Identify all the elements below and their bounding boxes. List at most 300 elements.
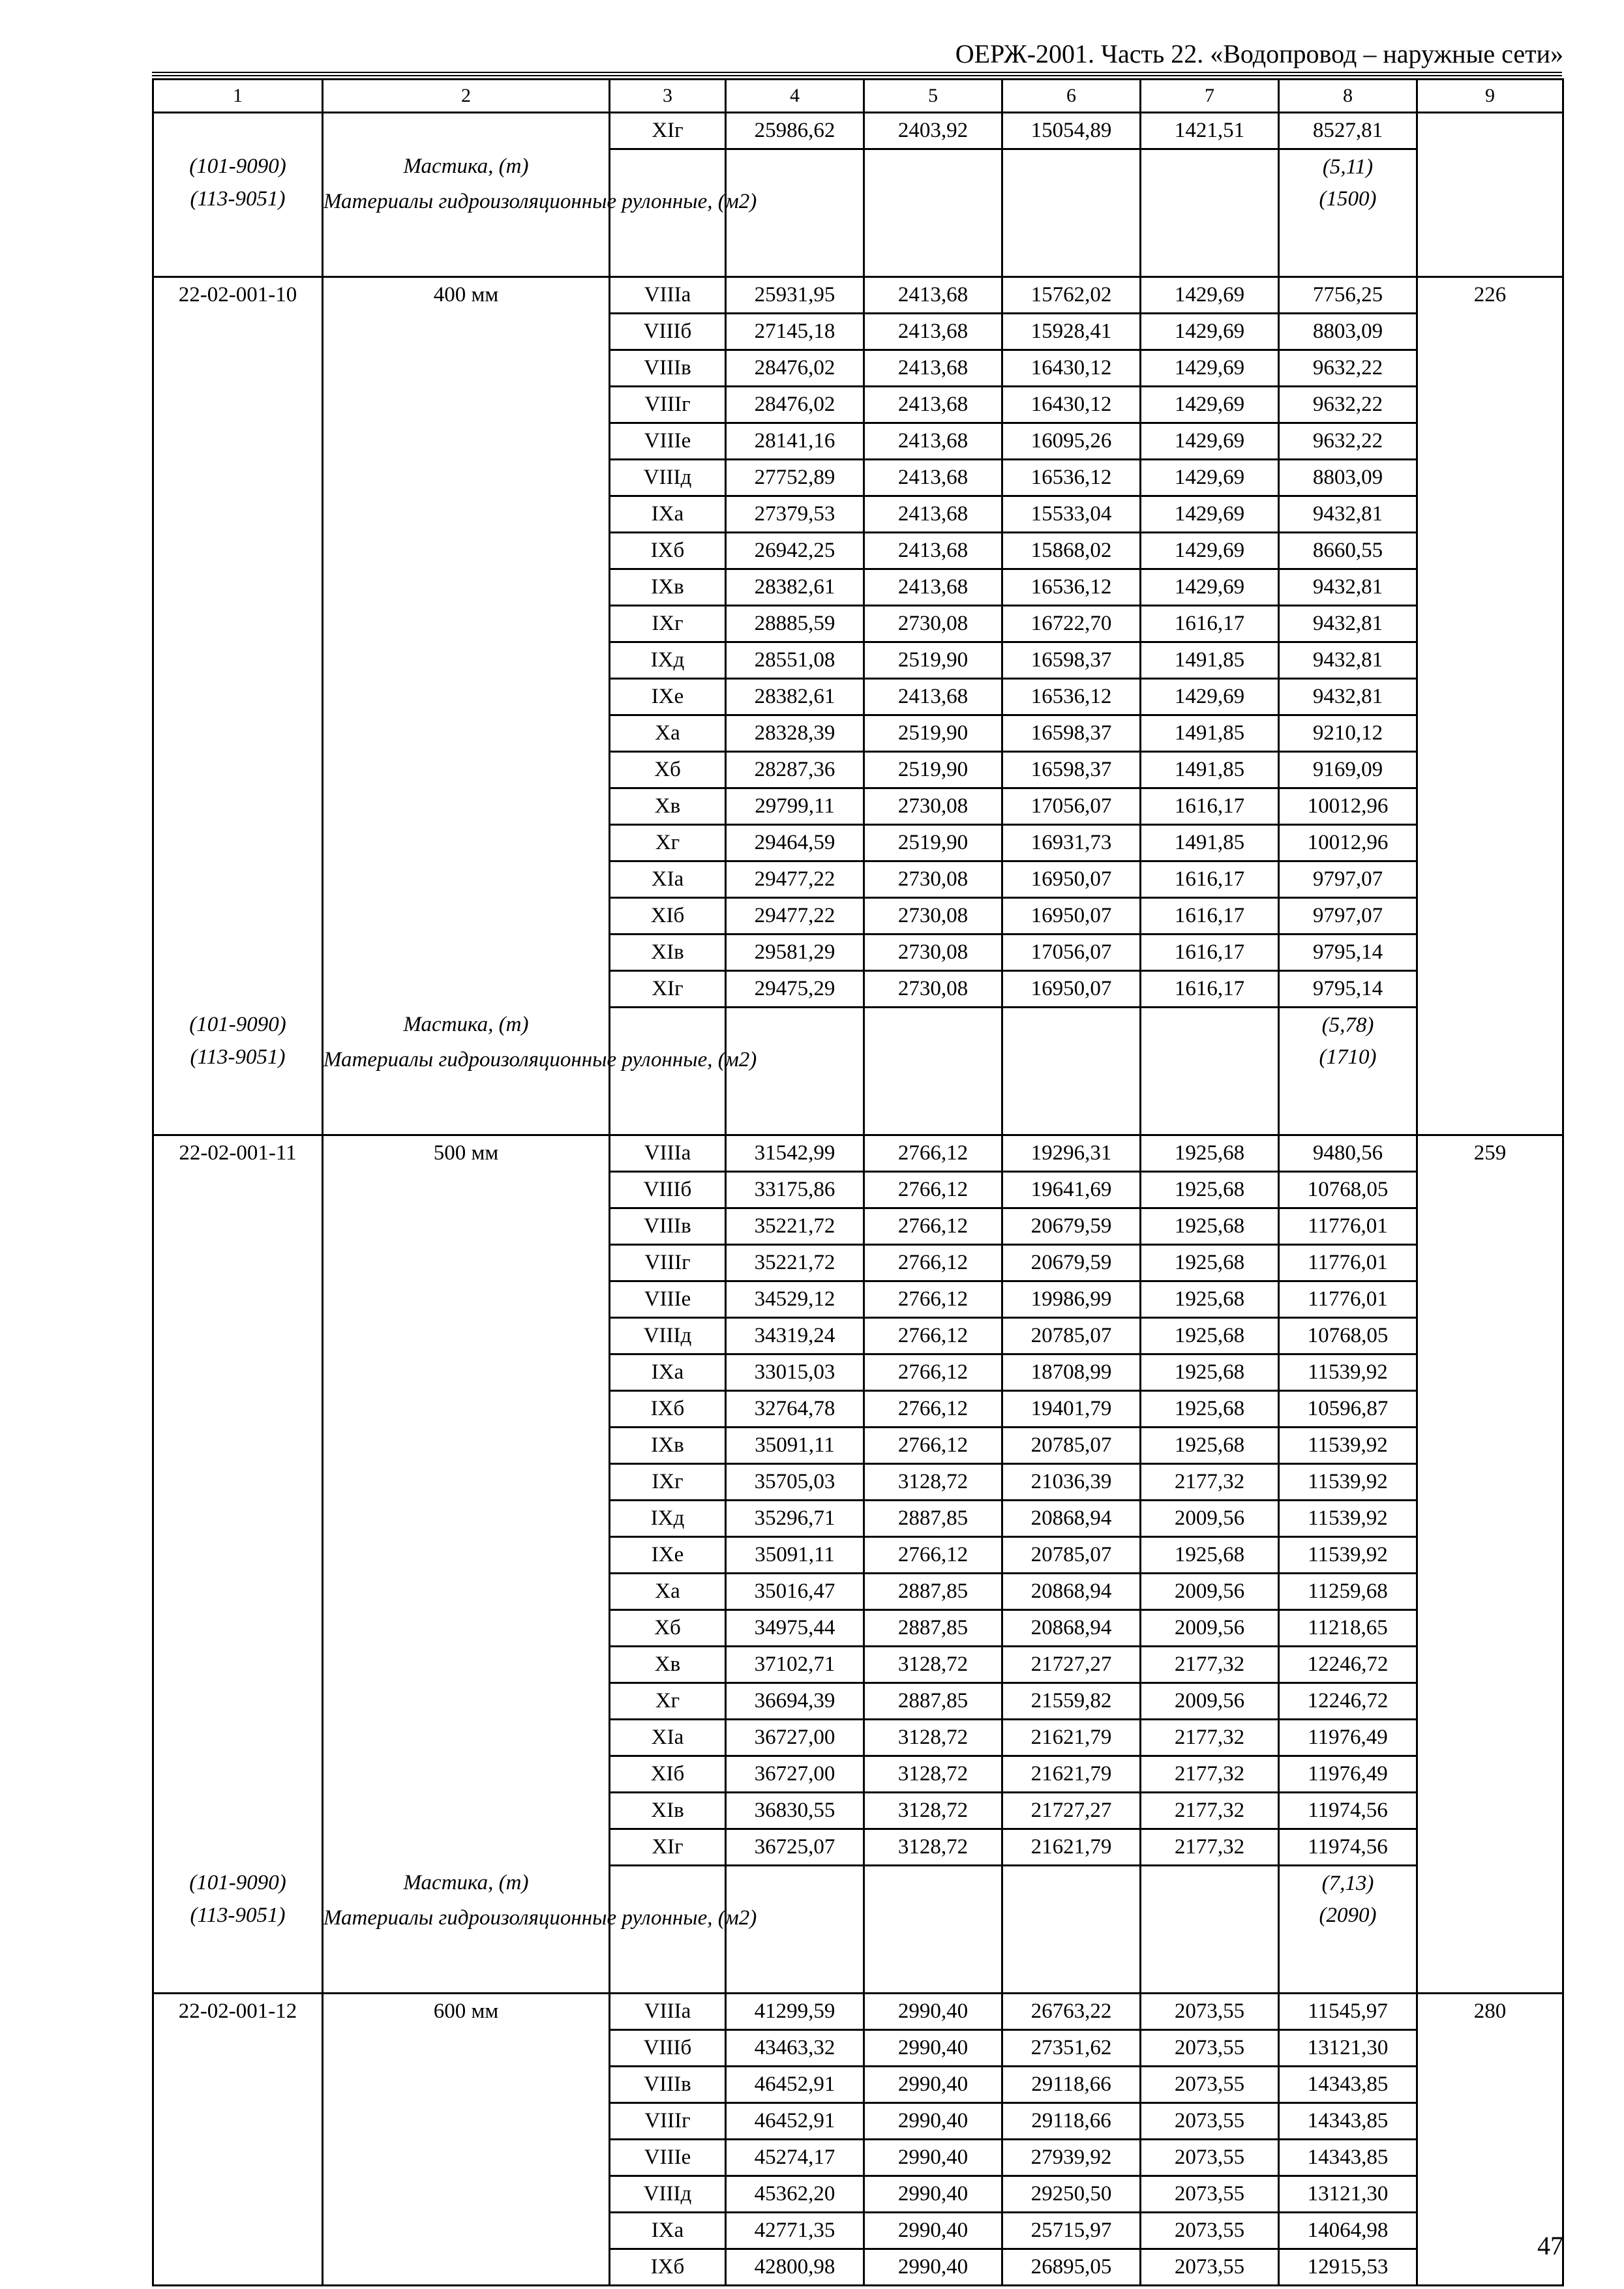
value-col9: 226 <box>1417 277 1563 314</box>
value-col8: 9432,81 <box>1279 642 1417 679</box>
empty-cell <box>323 606 610 642</box>
value-col6: 16950,07 <box>1002 898 1141 935</box>
empty-cell <box>726 1866 864 1902</box>
empty-cell <box>1141 1043 1279 1135</box>
column-number: 7 <box>1141 80 1279 113</box>
value-col4: 35016,47 <box>726 1574 864 1610</box>
value-col8: 10012,96 <box>1279 825 1417 861</box>
material-row <box>153 1008 1563 1043</box>
value-col5: 2730,08 <box>864 861 1002 898</box>
value-col6: 19296,31 <box>1002 1135 1141 1172</box>
value-col4: 43463,32 <box>726 2030 864 2067</box>
table-row <box>153 1172 1563 1208</box>
value-col8: 11259,68 <box>1279 1574 1417 1610</box>
value-col5: 2413,68 <box>864 350 1002 387</box>
value-col7: 2073,55 <box>1141 2030 1279 2067</box>
empty-cell <box>153 715 323 752</box>
value-col4: 36727,00 <box>726 1756 864 1793</box>
empty-cell <box>1417 1354 1563 1391</box>
empty-cell <box>1002 1866 1141 1902</box>
empty-cell <box>323 1647 610 1683</box>
empty-cell <box>1417 2176 1563 2213</box>
value-col5: 2766,12 <box>864 1281 1002 1318</box>
value-col7: 2073,55 <box>1141 2140 1279 2176</box>
column-number-row <box>153 80 1563 113</box>
value-col7: 1925,68 <box>1141 1391 1279 1428</box>
value-col5: 2990,40 <box>864 2030 1002 2067</box>
empty-cell <box>323 1354 610 1391</box>
empty-cell <box>153 569 323 606</box>
value-col5: 2766,12 <box>864 1537 1002 1574</box>
value-col6: 29118,66 <box>1002 2067 1141 2103</box>
empty-cell <box>323 1537 610 1574</box>
value-col5: 2766,12 <box>864 1135 1002 1172</box>
value-col7: 1429,69 <box>1141 533 1279 569</box>
region-zone: Xв <box>610 788 726 825</box>
value-col4: 29799,11 <box>726 788 864 825</box>
value-col6: 20868,94 <box>1002 1501 1141 1537</box>
empty-cell <box>1002 185 1141 277</box>
value-col4: 27379,53 <box>726 496 864 533</box>
empty-cell <box>323 314 610 350</box>
region-zone: IXв <box>610 1428 726 1464</box>
value-col6: 20679,59 <box>1002 1208 1141 1245</box>
empty-cell <box>1417 715 1563 752</box>
empty-cell <box>1417 752 1563 788</box>
value-col8: 8803,09 <box>1279 314 1417 350</box>
value-col7: 2177,32 <box>1141 1793 1279 1829</box>
value-col5: 2766,12 <box>864 1428 1002 1464</box>
value-col4: 28476,02 <box>726 350 864 387</box>
region-zone: Xв <box>610 1647 726 1683</box>
empty-cell <box>1417 606 1563 642</box>
region-zone: VIIIа <box>610 277 726 314</box>
value-col6: 16536,12 <box>1002 460 1141 496</box>
empty-cell <box>153 1574 323 1610</box>
empty-cell <box>323 1501 610 1537</box>
empty-cell <box>1417 971 1563 1008</box>
value-col8: 12246,72 <box>1279 1683 1417 1720</box>
empty-cell <box>1417 2030 1563 2067</box>
value-col5: 2413,68 <box>864 423 1002 460</box>
value-col7: 1429,69 <box>1141 423 1279 460</box>
value-col5: 2519,90 <box>864 715 1002 752</box>
empty-cell <box>153 2213 323 2249</box>
value-col4: 26942,25 <box>726 533 864 569</box>
empty-cell <box>323 1428 610 1464</box>
value-col8: 9432,81 <box>1279 496 1417 533</box>
value-col6: 16722,70 <box>1002 606 1141 642</box>
value-col7: 1429,69 <box>1141 460 1279 496</box>
region-zone: VIIIг <box>610 387 726 423</box>
value-col6: 17056,07 <box>1002 788 1141 825</box>
empty-cell <box>153 2249 323 2286</box>
empty-cell <box>323 1793 610 1829</box>
value-col6: 19641,69 <box>1002 1172 1141 1208</box>
value-col7: 1616,17 <box>1141 898 1279 935</box>
region-zone: Xа <box>610 715 726 752</box>
value-col8: 12915,53 <box>1279 2249 1417 2286</box>
value-col6: 21621,79 <box>1002 1720 1141 1756</box>
value-col4: 28141,16 <box>726 423 864 460</box>
value-col6: 19401,79 <box>1002 1391 1141 1428</box>
column-number: 8 <box>1279 80 1417 113</box>
value-col4: 29464,59 <box>726 825 864 861</box>
empty-cell <box>153 1318 323 1354</box>
value-col4: 32764,78 <box>726 1391 864 1428</box>
material-code: (101-9090) <box>153 149 323 185</box>
empty-cell <box>153 1756 323 1793</box>
value-col5: 3128,72 <box>864 1793 1002 1829</box>
empty-cell <box>1417 642 1563 679</box>
table-row <box>153 1994 1563 2030</box>
empty-cell <box>323 2176 610 2213</box>
value-col7: 2073,55 <box>1141 2103 1279 2140</box>
table-row <box>153 1428 1563 1464</box>
value-col6: 26895,05 <box>1002 2249 1141 2286</box>
empty-cell <box>1417 350 1563 387</box>
value-col4: 34529,12 <box>726 1281 864 1318</box>
value-col8: 14064,98 <box>1279 2213 1417 2249</box>
empty-cell <box>153 1720 323 1756</box>
region-zone: IXд <box>610 1501 726 1537</box>
region-zone: VIIIд <box>610 2176 726 2213</box>
empty-cell <box>323 2140 610 2176</box>
value-col6: 20868,94 <box>1002 1610 1141 1647</box>
value-col8: 10768,05 <box>1279 1172 1417 1208</box>
empty-cell <box>1141 1008 1279 1043</box>
value-col6: 21621,79 <box>1002 1829 1141 1866</box>
region-zone: XIг <box>610 1829 726 1866</box>
value-col7: 1616,17 <box>1141 606 1279 642</box>
value-col8: 9480,56 <box>1279 1135 1417 1172</box>
value-col7: 2073,55 <box>1141 1994 1279 2030</box>
table-row <box>153 1793 1563 1829</box>
value-col8: 9632,22 <box>1279 423 1417 460</box>
value-col8: 11776,01 <box>1279 1208 1417 1245</box>
value-col6: 20785,07 <box>1002 1537 1141 1574</box>
value-col4: 28328,39 <box>726 715 864 752</box>
table-row <box>153 1391 1563 1428</box>
value-col7: 1616,17 <box>1141 861 1279 898</box>
material-name: Мастика, (т) <box>323 1008 610 1043</box>
table-row <box>153 1318 1563 1354</box>
value-col8: 9795,14 <box>1279 971 1417 1008</box>
material-code: (113-9051) <box>153 1043 323 1135</box>
value-col7: 2073,55 <box>1141 2067 1279 2103</box>
empty-cell <box>323 788 610 825</box>
table-row <box>153 1354 1563 1391</box>
value-col4: 31542,99 <box>726 1135 864 1172</box>
empty-cell <box>1417 185 1563 277</box>
value-col4: 33175,86 <box>726 1172 864 1208</box>
value-col8: 9432,81 <box>1279 679 1417 715</box>
value-col8: 9795,14 <box>1279 935 1417 971</box>
table-row <box>153 1501 1563 1537</box>
value-col4: 42771,35 <box>726 2213 864 2249</box>
empty-cell <box>323 1391 610 1428</box>
region-zone: XIб <box>610 1756 726 1793</box>
empty-cell <box>323 2103 610 2140</box>
value-col7: 1429,69 <box>1141 387 1279 423</box>
value-col5: 2413,68 <box>864 387 1002 423</box>
value-col7: 1925,68 <box>1141 1537 1279 1574</box>
region-zone: VIIIб <box>610 2030 726 2067</box>
value-col4: 35221,72 <box>726 1245 864 1281</box>
value-col8: 11539,92 <box>1279 1354 1417 1391</box>
value-col5: 2413,68 <box>864 277 1002 314</box>
table-row <box>153 606 1563 642</box>
value-col4: 28476,02 <box>726 387 864 423</box>
table-row <box>153 2213 1563 2249</box>
value-col4: 27145,18 <box>726 314 864 350</box>
value-col5: 2519,90 <box>864 642 1002 679</box>
table-row <box>153 935 1563 971</box>
empty-cell <box>323 971 610 1008</box>
region-zone: VIIIе <box>610 2140 726 2176</box>
empty-cell <box>323 2067 610 2103</box>
rate-name: 500 мм <box>323 1135 610 1172</box>
value-col7: 1491,85 <box>1141 642 1279 679</box>
region-zone: IXв <box>610 569 726 606</box>
empty-cell <box>1002 1901 1141 1994</box>
empty-cell <box>153 350 323 387</box>
empty-cell <box>153 460 323 496</box>
empty-cell <box>864 1866 1002 1902</box>
value-col5: 2887,85 <box>864 1610 1002 1647</box>
value-col5: 2413,68 <box>864 496 1002 533</box>
empty-cell <box>864 1008 1002 1043</box>
region-zone: XIб <box>610 898 726 935</box>
material-value: (5,78) <box>1279 1008 1417 1043</box>
empty-cell <box>323 1574 610 1610</box>
table-row <box>153 679 1563 715</box>
value-col4: 28382,61 <box>726 569 864 606</box>
empty-cell <box>153 2103 323 2140</box>
empty-cell <box>1417 2140 1563 2176</box>
value-col8: 10012,96 <box>1279 788 1417 825</box>
column-number: 6 <box>1002 80 1141 113</box>
value-col8: 7756,25 <box>1279 277 1417 314</box>
region-zone: XIг <box>610 113 726 149</box>
empty-cell <box>153 788 323 825</box>
value-col8: 13121,30 <box>1279 2030 1417 2067</box>
empty-cell <box>1417 1574 1563 1610</box>
table-row <box>153 1281 1563 1318</box>
table-row <box>153 2249 1563 2286</box>
material-value: (1500) <box>1279 185 1417 277</box>
region-zone: IXб <box>610 1391 726 1428</box>
value-col6: 20785,07 <box>1002 1318 1141 1354</box>
table-row <box>153 496 1563 533</box>
value-col6: 25715,97 <box>1002 2213 1141 2249</box>
value-col5: 2990,40 <box>864 2249 1002 2286</box>
empty-cell <box>323 679 610 715</box>
empty-cell <box>323 1318 610 1354</box>
empty-cell <box>1141 185 1279 277</box>
empty-cell <box>1002 1008 1141 1043</box>
region-zone: VIIIв <box>610 1208 726 1245</box>
value-col6: 16536,12 <box>1002 679 1141 715</box>
value-col5: 2413,68 <box>864 533 1002 569</box>
empty-cell <box>153 314 323 350</box>
empty-cell <box>153 679 323 715</box>
value-col5: 2413,68 <box>864 314 1002 350</box>
value-col4: 29581,29 <box>726 935 864 971</box>
empty-cell <box>153 1391 323 1428</box>
table-row <box>153 2030 1563 2067</box>
material-name: Материалы гидроизоляционные рулонные, (м2) <box>323 185 610 277</box>
value-col8: 8527,81 <box>1279 113 1417 149</box>
value-col4: 28287,36 <box>726 752 864 788</box>
value-col4: 45362,20 <box>726 2176 864 2213</box>
empty-cell <box>323 1610 610 1647</box>
table-row <box>153 2140 1563 2176</box>
value-col4: 35705,03 <box>726 1464 864 1501</box>
table-row <box>153 861 1563 898</box>
empty-cell <box>864 185 1002 277</box>
value-col4: 36727,00 <box>726 1720 864 1756</box>
value-col9 <box>1417 113 1563 149</box>
empty-cell <box>153 1501 323 1537</box>
value-col6: 20785,07 <box>1002 1428 1141 1464</box>
value-col8: 11974,56 <box>1279 1793 1417 1829</box>
table-row <box>153 1756 1563 1793</box>
empty-cell <box>153 1793 323 1829</box>
value-col7: 1925,68 <box>1141 1281 1279 1318</box>
empty-cell <box>323 1245 610 1281</box>
region-zone: VIIIд <box>610 460 726 496</box>
region-zone: VIIIд <box>610 1318 726 1354</box>
empty-cell <box>1417 1829 1563 1866</box>
empty-cell <box>153 1354 323 1391</box>
value-col6: 16536,12 <box>1002 569 1141 606</box>
value-col4: 29477,22 <box>726 898 864 935</box>
table-row <box>153 898 1563 935</box>
material-value: (1710) <box>1279 1043 1417 1135</box>
empty-cell <box>153 1647 323 1683</box>
region-zone: VIIIе <box>610 423 726 460</box>
region-zone: VIIIб <box>610 1172 726 1208</box>
value-col7: 2177,32 <box>1141 1829 1279 1866</box>
value-col6: 21036,39 <box>1002 1464 1141 1501</box>
value-col5: 2413,68 <box>864 679 1002 715</box>
value-col9: 280 <box>1417 1994 1563 2030</box>
empty-cell <box>323 1172 610 1208</box>
value-col5: 2990,40 <box>864 2067 1002 2103</box>
value-col8: 10768,05 <box>1279 1318 1417 1354</box>
empty-cell <box>153 2030 323 2067</box>
empty-cell <box>323 423 610 460</box>
empty-cell <box>323 1464 610 1501</box>
value-col4: 25986,62 <box>726 113 864 149</box>
rate-code: 22-02-001-12 <box>153 1994 323 2030</box>
value-col5: 2519,90 <box>864 752 1002 788</box>
value-col7: 1491,85 <box>1141 752 1279 788</box>
material-name: Мастика, (т) <box>323 149 610 185</box>
region-zone: IXб <box>610 2249 726 2286</box>
value-col5: 2887,85 <box>864 1683 1002 1720</box>
value-col5: 3128,72 <box>864 1464 1002 1501</box>
material-row <box>153 1043 1563 1135</box>
empty-cell <box>1417 460 1563 496</box>
empty-cell <box>323 387 610 423</box>
material-code: (113-9051) <box>153 1901 323 1994</box>
value-col6: 16598,37 <box>1002 752 1141 788</box>
value-col5: 2990,40 <box>864 2176 1002 2213</box>
empty-cell <box>153 1245 323 1281</box>
empty-cell <box>323 1281 610 1318</box>
region-zone: VIIIе <box>610 1281 726 1318</box>
empty-cell <box>323 752 610 788</box>
region-zone: IXа <box>610 496 726 533</box>
value-col7: 1616,17 <box>1141 788 1279 825</box>
value-col7: 1429,69 <box>1141 496 1279 533</box>
page-number: 47 <box>1537 2231 1563 2260</box>
table-row <box>153 314 1563 350</box>
table-row <box>153 569 1563 606</box>
region-zone: Xг <box>610 1683 726 1720</box>
table-row <box>153 1829 1563 1866</box>
value-col8: 11539,92 <box>1279 1501 1417 1537</box>
value-col7: 1925,68 <box>1141 1428 1279 1464</box>
value-col7: 1925,68 <box>1141 1172 1279 1208</box>
value-col7: 1925,68 <box>1141 1354 1279 1391</box>
empty-cell <box>323 2249 610 2286</box>
empty-cell <box>1417 1043 1563 1135</box>
value-col6: 16598,37 <box>1002 715 1141 752</box>
empty-cell <box>1417 1683 1563 1720</box>
empty-cell <box>1417 1501 1563 1537</box>
table-row <box>153 1464 1563 1501</box>
value-col6: 18708,99 <box>1002 1354 1141 1391</box>
value-col4: 36830,55 <box>726 1793 864 1829</box>
table-row <box>153 113 1563 149</box>
empty-cell <box>1417 935 1563 971</box>
value-col6: 27939,92 <box>1002 2140 1141 2176</box>
value-col5: 3128,72 <box>864 1756 1002 1793</box>
table-row <box>153 387 1563 423</box>
empty-cell <box>1417 1610 1563 1647</box>
empty-cell <box>1417 861 1563 898</box>
value-col4: 45274,17 <box>726 2140 864 2176</box>
value-col7: 2073,55 <box>1141 2213 1279 2249</box>
region-zone: IXд <box>610 642 726 679</box>
value-col4: 36725,07 <box>726 1829 864 1866</box>
empty-cell <box>153 825 323 861</box>
empty-cell <box>1417 1756 1563 1793</box>
value-col5: 2766,12 <box>864 1391 1002 1428</box>
empty-cell <box>323 1208 610 1245</box>
region-zone: IXг <box>610 1464 726 1501</box>
value-col5: 2766,12 <box>864 1208 1002 1245</box>
empty-cell <box>153 1172 323 1208</box>
header-rule-2 <box>152 75 1562 76</box>
empty-cell <box>864 1043 1002 1135</box>
empty-cell <box>153 533 323 569</box>
region-zone: VIIIа <box>610 1994 726 2030</box>
empty-cell <box>1417 569 1563 606</box>
empty-cell <box>153 1683 323 1720</box>
rates-table <box>152 78 1564 2286</box>
rate-name <box>323 113 610 149</box>
empty-cell <box>1141 1866 1279 1902</box>
value-col8: 11976,49 <box>1279 1756 1417 1793</box>
material-value: (2090) <box>1279 1901 1417 1994</box>
value-col4: 34975,44 <box>726 1610 864 1647</box>
value-col7: 2177,32 <box>1141 1756 1279 1793</box>
value-col6: 15533,04 <box>1002 496 1141 533</box>
